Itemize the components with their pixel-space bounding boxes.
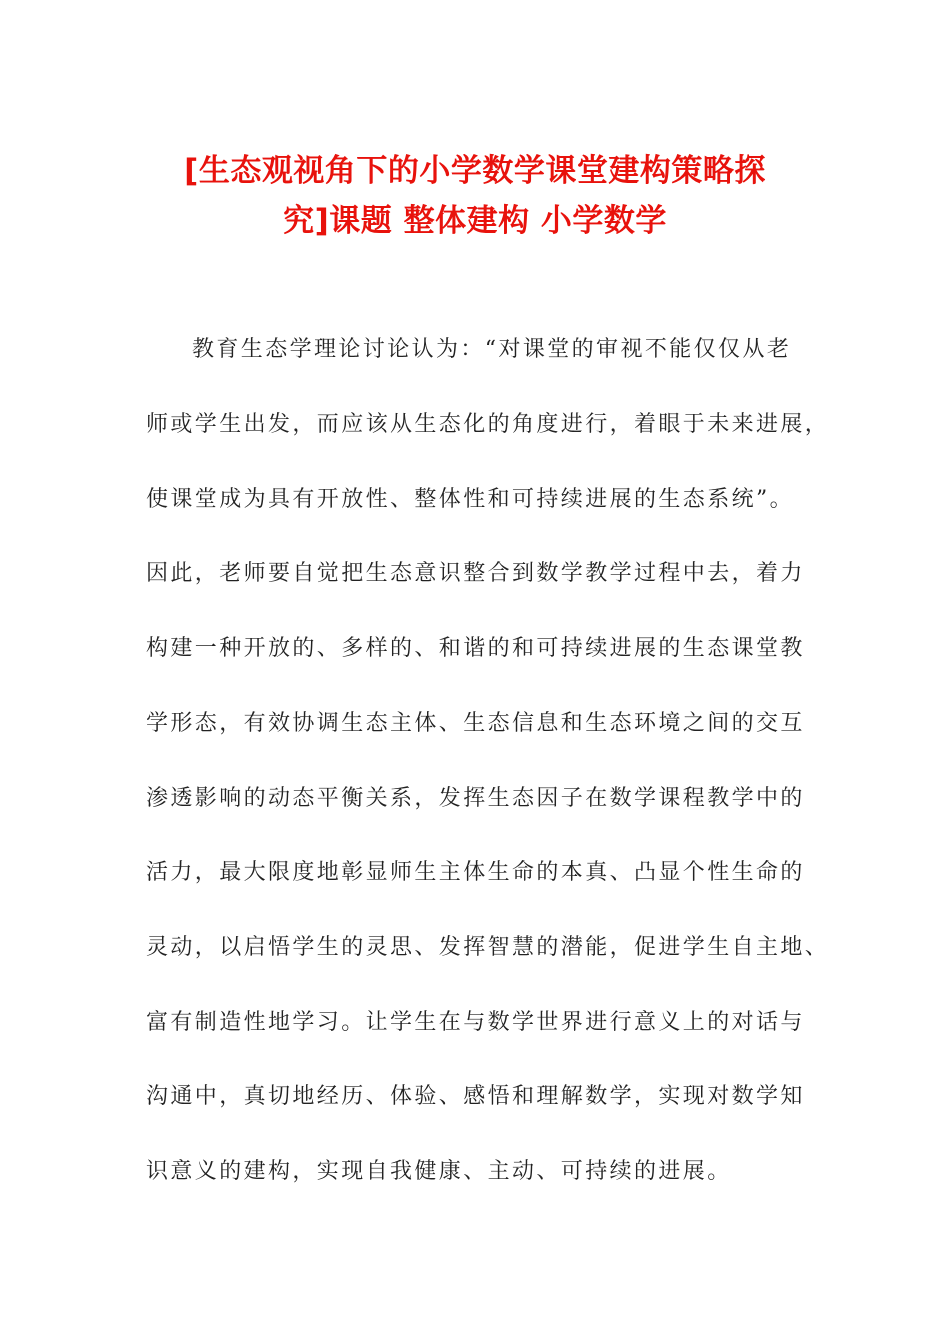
body-line-12: 识意义的建构，实现自我健康、主动、可持续的进展。 <box>146 1159 732 1184</box>
body-line-10: 富有制造性地学习。让学生在与数学世界进行意义上的对话与 <box>146 1010 805 1035</box>
body-line-2: 师或学生出发，而应该从生态化的角度进行，着眼于未来进展， <box>146 412 830 437</box>
body-line-11: 沟通中，真切地经历、体验、感悟和理解数学，实现对数学知 <box>146 1084 805 1109</box>
document-title <box>120 146 830 246</box>
body-line-5: 构建一种开放的、多样的、和谐的和可持续进展的生态课堂教 <box>146 636 805 661</box>
body-line-1: 教育生态学理论讨论认为：“对课堂的审视不能仅仅从老 <box>192 337 792 362</box>
body-line-6: 学形态，有效协调生态主体、生态信息和生态环境之间的交互 <box>146 711 805 736</box>
body-line-7: 渗透影响的动态平衡关系，发挥生态因子在数学课程教学中的 <box>146 786 805 811</box>
body-line-4: 因此，老师要自觉把生态意识整合到数学教学过程中去，着力 <box>146 561 805 586</box>
body-line-3: 使课堂成为具有开放性、整体性和可持续进展的生态系统”。 <box>146 487 795 512</box>
title-line-2: 究]课题 整体建构 小学数学 <box>283 203 667 239</box>
body-line-8: 活力，最大限度地彰显师生主体生命的本真、凸显个性生命的 <box>146 860 805 885</box>
body-line-9: 灵动，以启悟学生的灵思、发挥智慧的潜能，促进学生自主地、 <box>146 935 830 960</box>
title-line-1: [生态观视角下的小学数学课堂建构策略探 <box>184 153 766 189</box>
